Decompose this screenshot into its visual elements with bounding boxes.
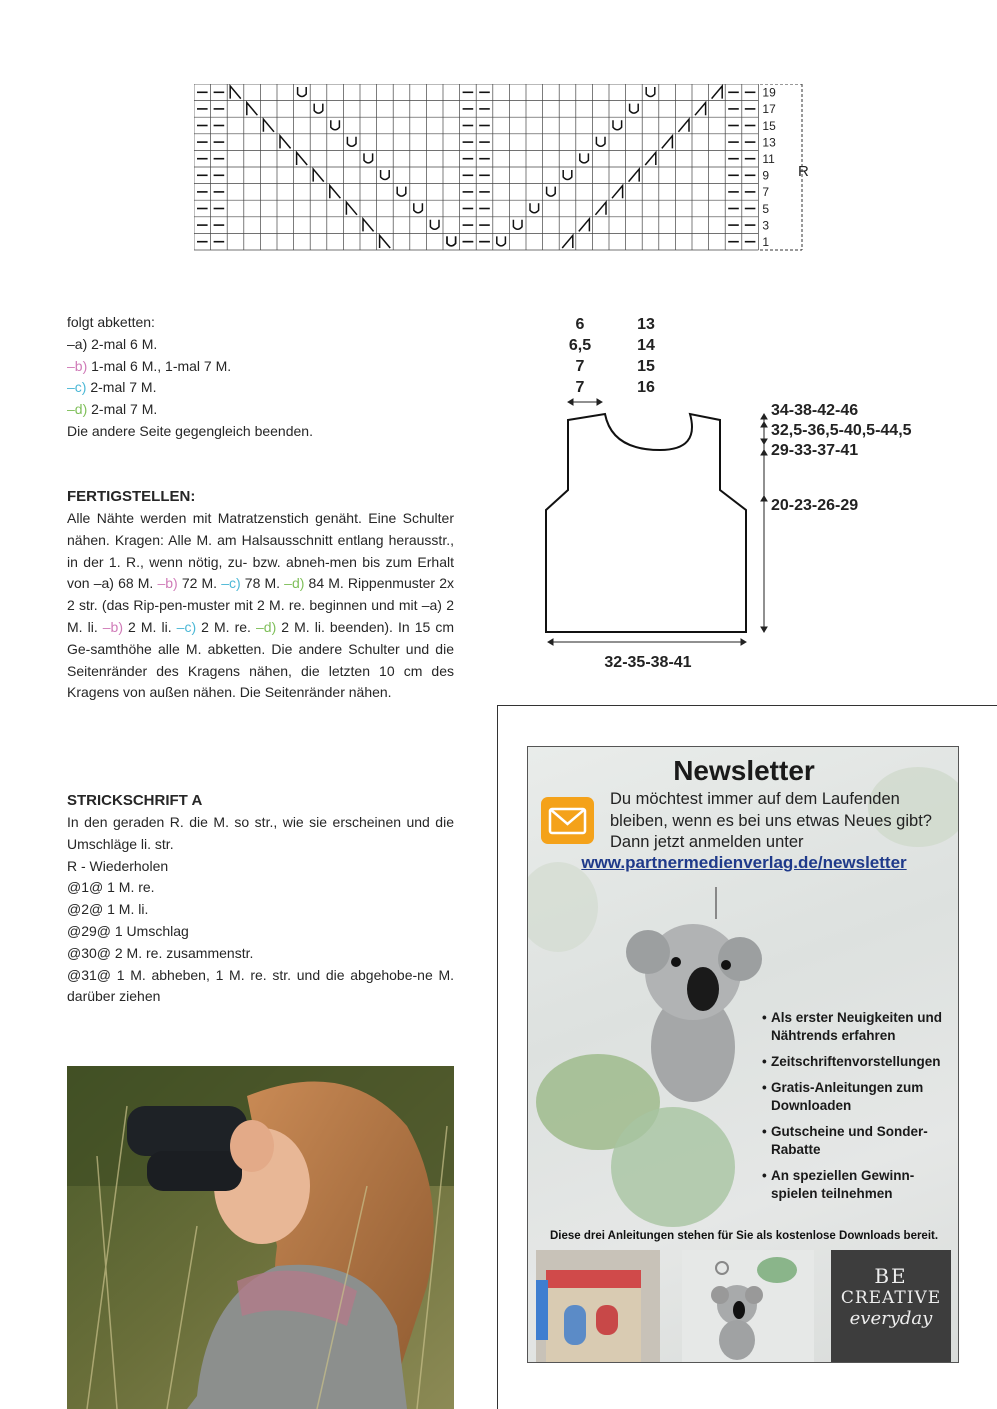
row-number: 13 [762,135,776,150]
k2tog-symbol [579,219,590,232]
other-side-text: Die andere Seite gegengleich beenden. [67,422,313,439]
yarn-over-symbol [580,153,589,163]
finishing-paragraph: Alle Nähte werden mit Matratzenstich genäht. Eine Schulter nähen. Kragen: Alle M. am Halsausschnitt entlang herausstr., in der 1. R., wenn nötig, zu- bzw. abneh-men bis zum Erhalt von –a) 68 M. –b) 72 M. –c) 78 M. –d) 84 M. Rippenmuster 2x 2 str. (das Rip-pen-muster mit 2 M. re. beginnen und mit –a) 2 M. li. –b) 2 M. li. –c) 2 M. re. –d) 2 M. li. beenden). In 15 cm Ge-samthöhe alle M. abketten. Die andere Schulter und die Seitenränder des Kragens nähen, die letzten 10 cm des Kragens von außen nähen. Die Seitenränder nähen. [67,510,455,701]
yarn-over-symbol [563,170,572,180]
total-height: 34-38-42-46 [771,402,859,419]
garment-schematic [540,310,920,695]
row-number: 3 [762,218,770,233]
row-number: 17 [762,102,776,117]
legend-item: @30@ 2 M. re. zusammenstr. [67,944,254,961]
shoulder-size-d: 7 [575,379,585,396]
mail-icon [541,797,594,844]
yarn-over-symbol [613,120,622,130]
garment-outline [546,414,746,632]
skpo-symbol [363,219,374,232]
skpo-symbol [330,186,341,199]
legend-item: @2@ 1 M. li. [67,901,149,918]
yarn-over-symbol [430,220,439,230]
k2tog-symbol [695,103,706,116]
yarn-over-symbol [397,187,406,197]
row-number: 11 [762,152,775,166]
yarn-over-symbol [646,87,655,97]
size-d-tag: –d) [67,401,88,418]
thumb-koala[interactable] [682,1250,814,1362]
yarn-over-symbol [414,203,423,213]
row-number: 5 [762,201,770,216]
benefit-item: • Gratis-Anleitungen zum Downloaden [762,1079,952,1115]
row-number: 1 [762,235,770,249]
width-measure: 32-35-38-41 [604,654,692,671]
benefit-item: • Als erster Neuigkeiten und Nähtrends erfahren [762,1009,952,1045]
armhole-measure: 32,5-36,5-40,5-44,5 [771,422,912,439]
neck-size-a: 13 [637,316,655,333]
legend-item: @1@ 1 M. re. [67,879,155,896]
shoulder-size-b: 6,5 [568,337,592,354]
row-number: 7 [762,185,770,200]
legend-intro: In den geraden R. die M. so str., wie sie erscheinen und die Umschläge li. str. [67,814,454,852]
row-number: 15 [762,118,776,133]
size-a: –a) 2-mal 6 M. [67,335,158,352]
ad-subtitle: Du möchtest immer auf dem Laufenden bleiben, wenn es bei uns etwas Neues gibt? Dann jetzt anmelden unter [610,790,932,851]
yarn-over-symbol [447,236,456,246]
skpo-symbol [230,86,241,99]
thumb-sewing[interactable] [536,1250,660,1362]
skpo-symbol [263,119,274,132]
yarn-over-symbol [314,104,323,114]
newsletter-ad [527,746,959,1363]
yarn-over-symbol [381,170,390,180]
k2tog-symbol [678,119,689,132]
skpo-symbol [346,202,357,215]
row-number: 19 [762,85,776,100]
newsletter-link[interactable]: www.partnermedienverlag.de/newsletter [581,853,907,872]
legend-section [67,790,454,1008]
shoulder-size-a: 6 [575,316,585,333]
yarn-over-symbol [331,120,340,130]
side-length: 20-23-26-29 [771,497,859,514]
k2tog-symbol [562,235,573,248]
neck-size-d: 16 [637,379,655,396]
size-b-tag: –b) [67,357,88,374]
legend-heading: STRICKSCHRIFT A [67,792,203,809]
neck-size-b: 14 [637,337,655,354]
benefit-item: • Gutscheine und Sonder-Rabatte [762,1123,952,1159]
yarn-over-symbol [513,220,522,230]
finishing-section [67,486,454,704]
yarn-over-symbol [347,137,356,147]
repeat-label: R [798,163,809,180]
size-b: –b) 1-mal 6 M., 1-mal 7 M. [67,357,232,374]
yarn-over-symbol [630,104,639,114]
yarn-over-symbol [547,187,556,197]
k2tog-symbol [629,169,640,182]
shoulder-size-c: 7 [575,358,585,375]
legend-item: @29@ 1 Umschlag [67,922,189,939]
benefit-list [762,1009,952,1211]
k2tog-symbol [662,136,673,149]
size-c-tag: –c) [67,379,87,396]
skpo-symbol [380,235,391,248]
k2tog-symbol [645,152,656,165]
child-binoculars-photo [67,1066,454,1409]
benefit-item: • An speziellen Gewinn-spielen teilnehmen [762,1167,952,1203]
intro-text: folgt abketten: [67,314,155,330]
chart-row-numbers [762,86,776,249]
thumb-lettering[interactable]: BE CREATIVE everyday [831,1250,951,1362]
ad-title: Newsletter [673,755,815,786]
abketten-section [67,312,454,443]
size-d: –d) 2-mal 7 M. [67,401,158,418]
benefit-item: • Zeitschriftenvorstellungen [762,1053,952,1071]
k2tog-symbol [595,202,606,215]
skpo-symbol [313,169,324,182]
yarn-over-symbol [298,87,307,97]
yarn-over-symbol [364,153,373,163]
k2tog-symbol [612,186,623,199]
downloads-note: Diese drei Anleitungen stehen für Sie als kostenlose Downloads bereit. [549,1230,939,1242]
neck-size-c: 15 [637,358,655,375]
armhole-depth: 29-33-37-41 [771,442,859,459]
chart-grid [194,84,758,250]
yarn-over-symbol [596,137,605,147]
legend-item: R - Wiederholen [67,857,169,874]
skpo-symbol [247,103,258,116]
size-c: –c) 2-mal 7 M. [67,379,157,396]
row-number: 9 [762,168,770,183]
knitting-chart [194,84,814,254]
yarn-over-symbol [497,236,506,246]
skpo-symbol [297,152,308,165]
skpo-symbol [280,136,291,149]
yarn-over-symbol [530,203,539,213]
k2tog-symbol [712,86,723,99]
finishing-heading: FERTIGSTELLEN: [67,488,196,505]
legend-item: @31@ 1 M. abheben, 1 M. re. str. und die abgehobe-ne M. darüber ziehen [67,966,454,1005]
